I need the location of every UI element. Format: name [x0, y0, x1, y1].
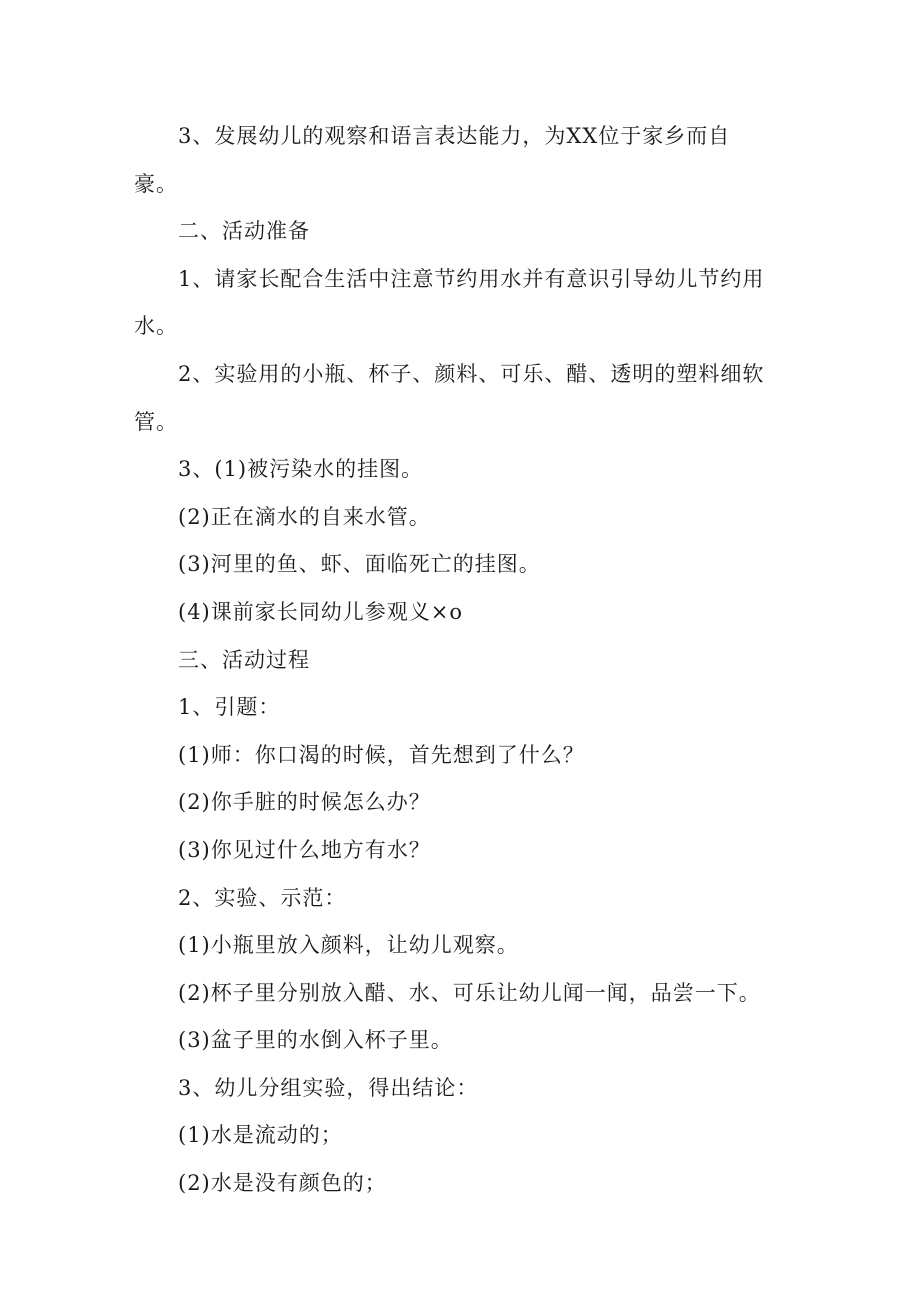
paragraph-prep-2: 2、实验用的小瓶、杯子、颜料、可乐、醋、透明的塑料细软管。	[134, 361, 765, 434]
paragraph-process-2: 2、实验、示范：	[178, 885, 347, 910]
paragraph-process-2-2: (2)杯子里分别放入醋、水、可乐让幼儿闻一闻，品尝一下。	[178, 980, 761, 1005]
paragraph-goal-3: 3、发展幼儿的观察和语言表达能力，为XX位于家乡而自豪。	[134, 124, 731, 196]
paragraph-process-2-1: (1)小瓶里放入颜料，让幼儿观察。	[178, 933, 519, 958]
paragraph-process-1-2: (2)你手脏的时候怎么办？	[178, 790, 431, 815]
paragraph-process-3: 3、幼儿分组实验，得出结论：	[178, 1075, 479, 1100]
paragraph-process-3-1: (1)水是流动的；	[178, 1123, 343, 1148]
paragraph-prep-3-4: (4)课前家长同幼儿参观义×o	[178, 599, 463, 624]
paragraph-prep-1: 1、请家长配合生活中注意节约用水并有意识引导幼儿节约用水。	[134, 266, 765, 339]
section-heading-preparation: 二、活动准备	[178, 219, 310, 244]
paragraph-process-1-3: (3)你见过什么地方有水？	[178, 837, 431, 862]
section-heading-process: 三、活动过程	[178, 647, 310, 672]
paragraph-prep-3: 3、(1)被污染水的挂图。	[178, 457, 424, 482]
paragraph-process-1: 1、引题：	[178, 695, 281, 720]
document-body	[134, 113, 774, 1208]
paragraph-process-2-3: (3)盆子里的水倒入杯子里。	[178, 1028, 453, 1053]
paragraph-prep-3-2: (2)正在滴水的自来水管。	[178, 504, 431, 529]
paragraph-prep-3-3: (3)河里的鱼、虾、面临死亡的挂图。	[178, 552, 541, 577]
paragraph-process-3-2: (2)水是没有颜色的；	[178, 1171, 387, 1196]
paragraph-process-1-1: (1)师：你口渴的时候，首先想到了什么？	[178, 742, 585, 767]
